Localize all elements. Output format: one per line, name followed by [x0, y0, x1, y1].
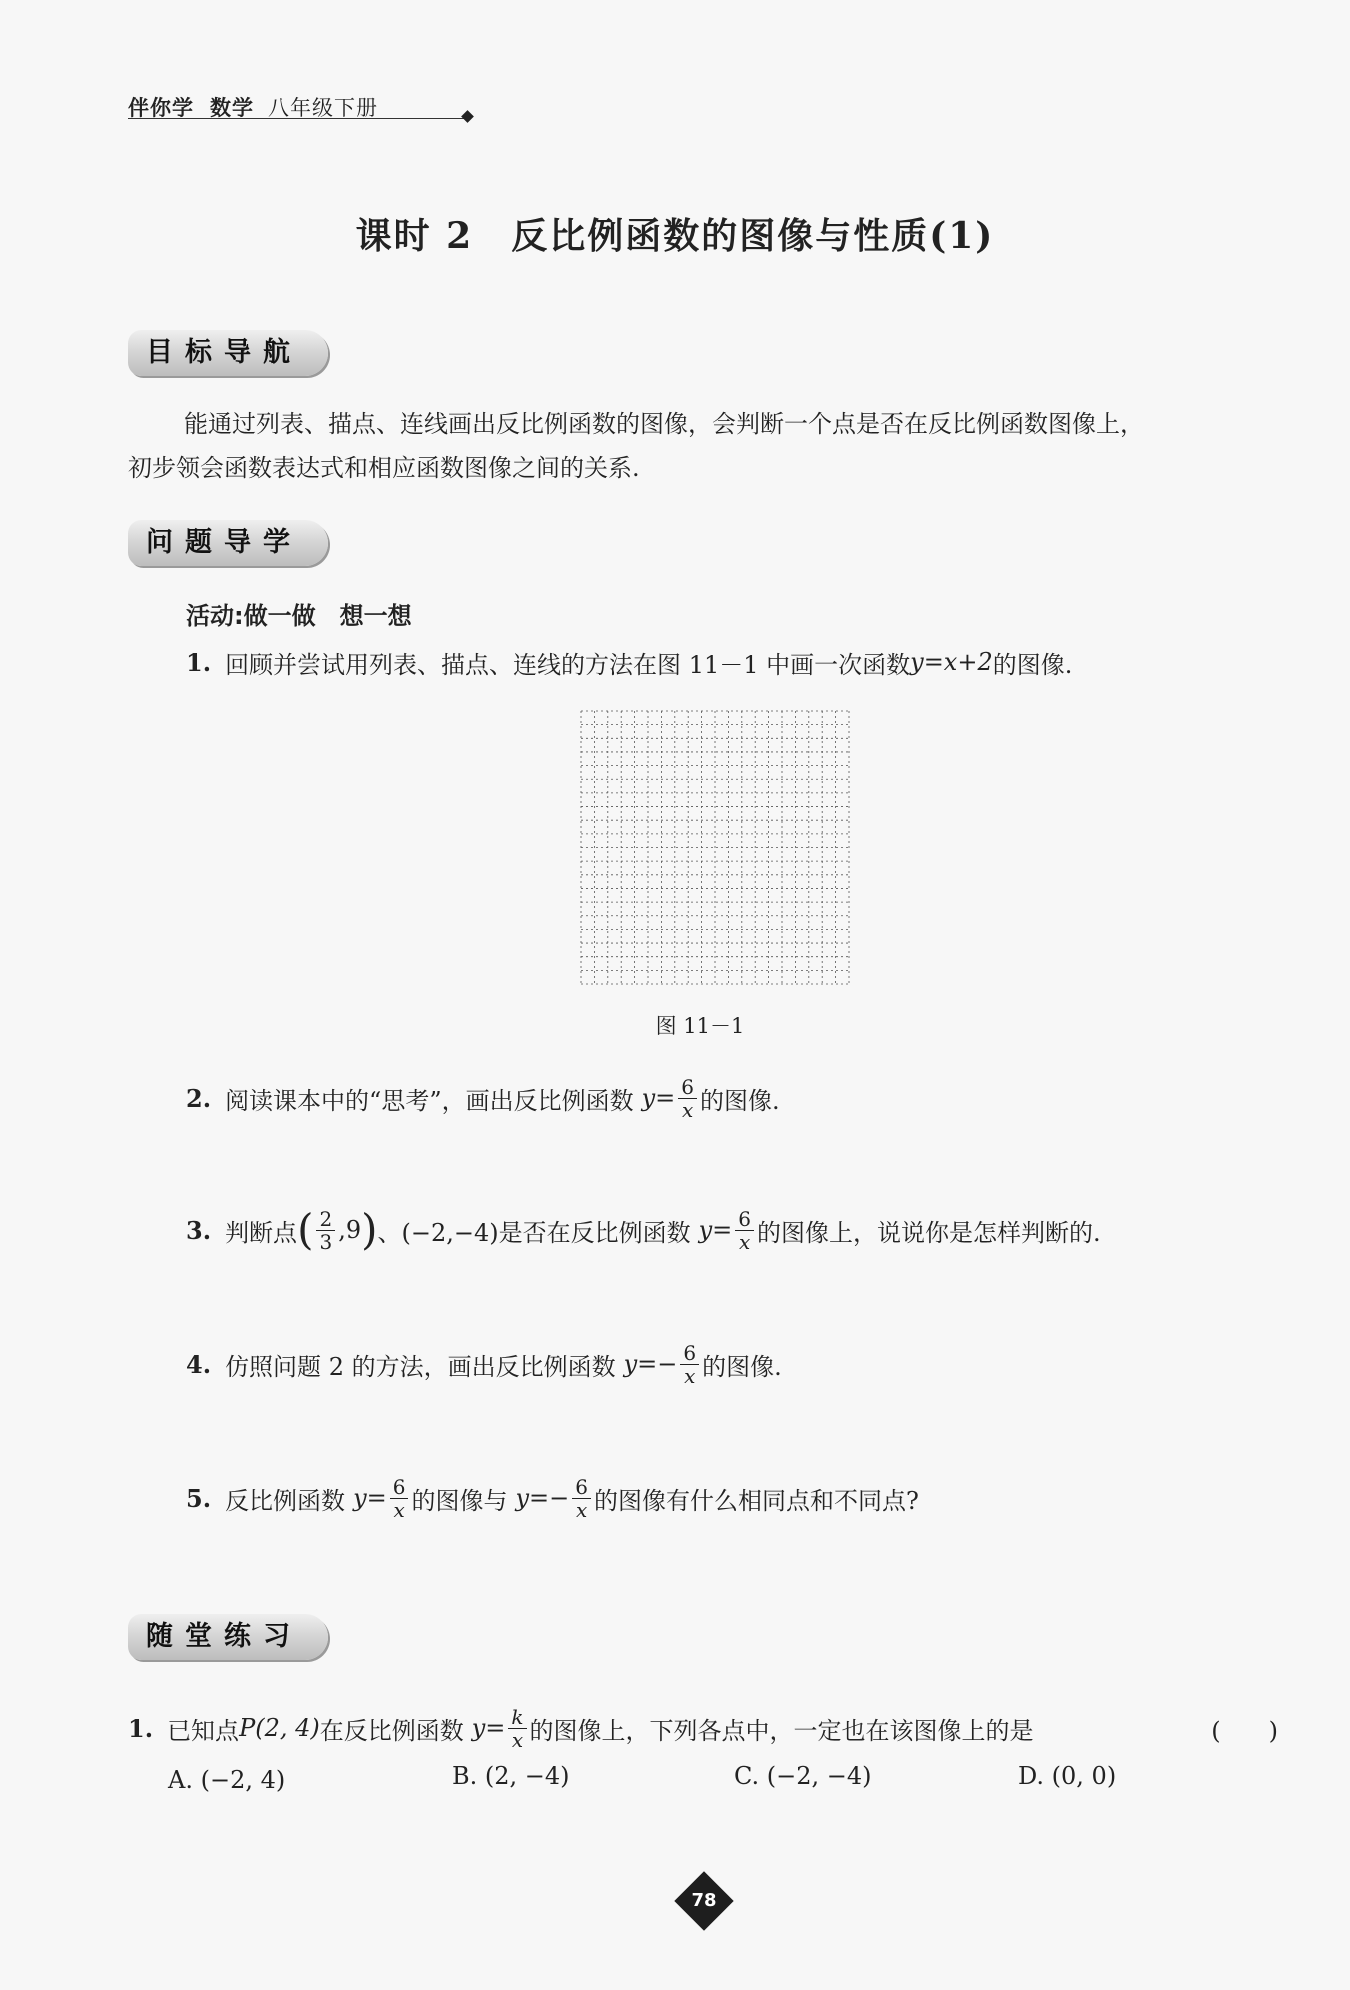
- denominator: x: [575, 1497, 588, 1522]
- header-rule: [128, 118, 468, 119]
- choice-value: (−2, −4): [766, 1762, 872, 1790]
- question-number: 1.: [128, 1713, 154, 1743]
- question-text-tail: 的图像有什么相同点和不同点?: [593, 1486, 919, 1515]
- point-y: ,9: [338, 1216, 362, 1244]
- question-text-tail: 的图像.: [992, 650, 1073, 679]
- section-tab-inquiry: 问题导学: [128, 520, 328, 566]
- choice-label: C.: [734, 1762, 760, 1790]
- choice-value: (−2, 4): [200, 1766, 286, 1794]
- activity-heading: 活动:做一做 想一想: [186, 602, 412, 630]
- header-diamond-icon: [461, 110, 474, 123]
- goals-text-line2: 初步领会函数表达式和相应函数图像之间的关系.: [128, 454, 640, 482]
- denominator: x: [393, 1497, 405, 1522]
- question-number: 3.: [186, 1215, 212, 1245]
- figure-caption: 图 11－1: [655, 1014, 745, 1038]
- denominator: 3: [319, 1229, 333, 1254]
- goals-text-line1: 能通过列表、描点、连线画出反比例函数的图像，会判断一个点是否在反比例函数图像上，: [184, 410, 1144, 438]
- section-tab-practice: 随堂练习: [128, 1614, 328, 1660]
- question-number: 5.: [186, 1483, 212, 1513]
- denominator: x: [684, 1363, 696, 1388]
- fraction: [680, 1342, 699, 1387]
- function-lhs: y=: [698, 1216, 733, 1244]
- choice-d: [1018, 1762, 1116, 1790]
- function-lhs: y=: [353, 1484, 387, 1512]
- numerator: 6: [390, 1476, 409, 1499]
- numerator: 6: [680, 1342, 699, 1365]
- choice-label: A.: [168, 1766, 193, 1794]
- question-text: 已知点: [167, 1716, 240, 1745]
- question-expression: y=x+2: [910, 648, 993, 676]
- question-number: 1.: [186, 647, 212, 677]
- subject-name: 数学: [210, 96, 254, 120]
- question-text: 判断点: [225, 1218, 298, 1247]
- question-text-tail: 的图像上，下列各点中，一定也在该图像上的是: [529, 1716, 1034, 1745]
- graph-grid-figure: [580, 710, 850, 985]
- question-4: [186, 1336, 782, 1392]
- fraction: [390, 1476, 409, 1521]
- section-tab-goals: 目标导航: [128, 330, 328, 376]
- choice-c: [734, 1762, 872, 1790]
- answer-blank: ( ): [1211, 1716, 1278, 1745]
- question-text-tail: 的图像上，说说你是怎样判断的.: [757, 1218, 1101, 1247]
- fraction: [678, 1076, 697, 1121]
- question-text: 仿照问题 2 的方法，画出反比例函数: [225, 1352, 616, 1381]
- question-3: [186, 1202, 1101, 1258]
- question-text-mid: 、(−2,−4)是否在反比例函数: [377, 1218, 691, 1247]
- denominator: x: [511, 1727, 524, 1752]
- question-5: [186, 1470, 919, 1526]
- fraction: [572, 1476, 591, 1521]
- grade-name: 八年级下册: [268, 96, 378, 120]
- numerator: k: [508, 1706, 526, 1729]
- question-text-mid: 在反比例函数: [319, 1716, 464, 1745]
- dotted-grid: [580, 710, 850, 985]
- function-lhs: y=: [641, 1084, 676, 1112]
- question-text: 反比例函数: [225, 1486, 346, 1515]
- fraction: [508, 1706, 526, 1751]
- question-text-tail: 的图像.: [700, 1086, 780, 1115]
- question-text: 回顾并尝试用列表、描点、连线的方法在图 11－1 中画一次函数: [225, 650, 911, 679]
- choice-value: (2, −4): [484, 1762, 570, 1790]
- numerator: 6: [572, 1476, 591, 1499]
- denominator: x: [739, 1229, 751, 1254]
- fraction: [316, 1208, 335, 1253]
- question-text: 阅读课本中的“思考”，画出反比例函数: [225, 1086, 634, 1115]
- numerator: 6: [678, 1076, 697, 1099]
- function-lhs: y=−: [623, 1350, 678, 1378]
- question-text-mid: 的图像与: [411, 1486, 508, 1515]
- choice-value: (0, 0): [1051, 1762, 1117, 1790]
- point-label: P(2, 4): [239, 1714, 320, 1742]
- numerator: 2: [316, 1208, 335, 1231]
- question-2: [186, 1070, 780, 1126]
- choice-b: [452, 1762, 570, 1790]
- series-name: 伴你学: [128, 96, 194, 120]
- practice-question-1: [128, 1700, 1278, 1756]
- left-paren: (: [297, 1205, 314, 1254]
- fraction: [735, 1208, 754, 1253]
- denominator: x: [682, 1097, 694, 1122]
- numerator: 6: [735, 1208, 754, 1231]
- question-text-tail: 的图像.: [702, 1352, 782, 1381]
- question-1: [186, 644, 1072, 680]
- function-lhs: y=: [471, 1714, 506, 1742]
- function-lhs: y=−: [515, 1484, 570, 1512]
- choice-label: B.: [452, 1762, 478, 1790]
- lesson-title: 课时 2 反比例函数的图像与性质(1): [355, 215, 995, 257]
- choice-a: [168, 1766, 285, 1794]
- question-number: 2.: [186, 1083, 212, 1113]
- right-paren: ): [361, 1205, 378, 1254]
- page-number: 78: [691, 1890, 717, 1911]
- choice-label: D.: [1018, 1762, 1045, 1790]
- question-number: 4.: [186, 1349, 212, 1379]
